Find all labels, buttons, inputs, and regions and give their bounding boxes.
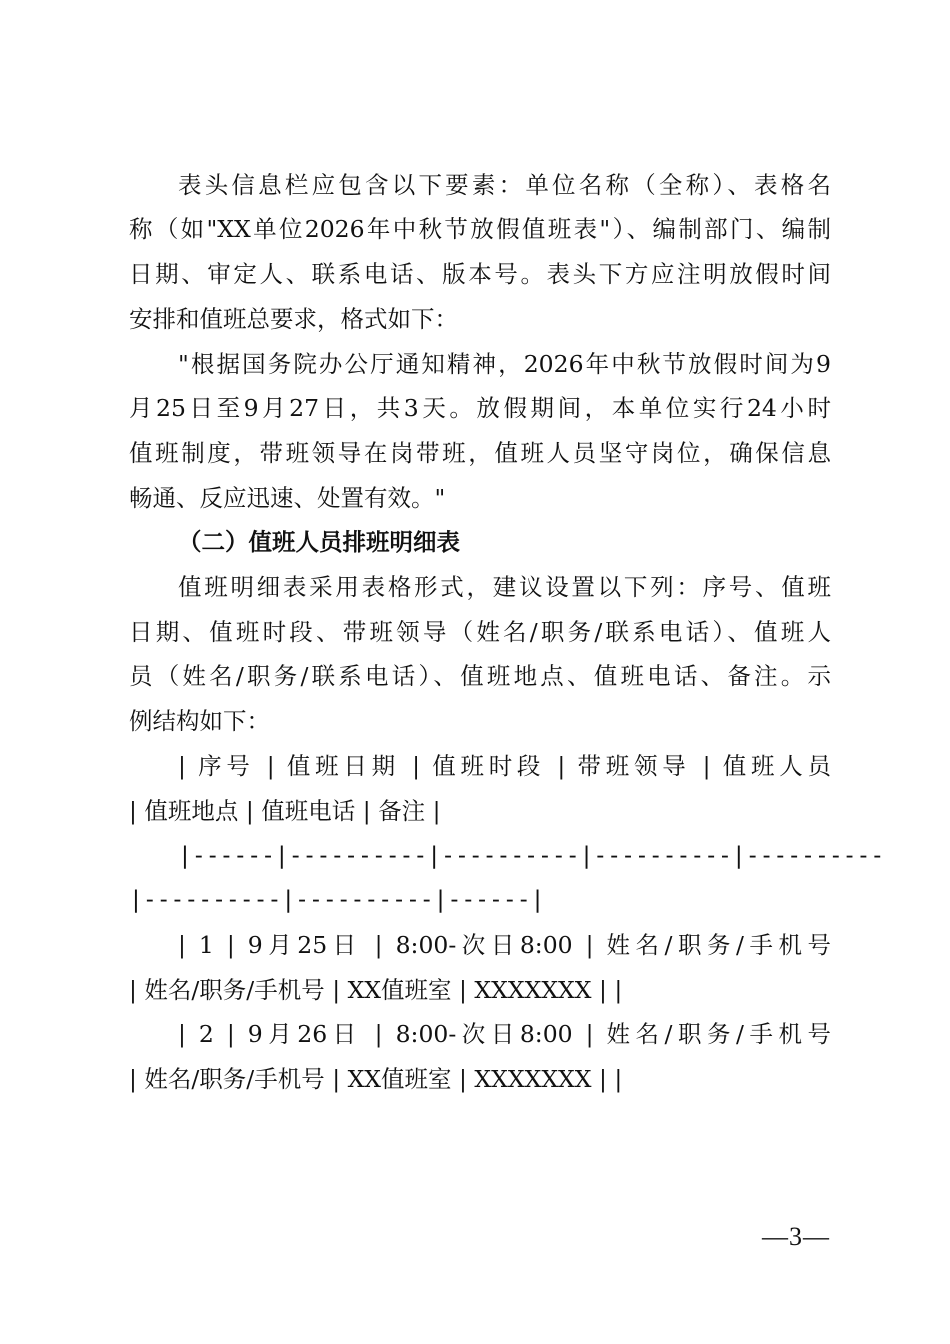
table-row-line: | 2 | 9月26日 | 8:00-次日8:00 | 姓名/职务/手机号 <box>178 1020 831 1048</box>
paragraph-line: 员（姓名/职务/联系电话）、值班地点、值班电话、备注。示 <box>129 662 831 690</box>
quote-line: 畅通、反应迅速、处置有效。" <box>129 484 446 512</box>
paragraph-line: 例结构如下： <box>129 707 270 735</box>
quote-line: "根据国务院办公厅通知精神，2026年中秋节放假时间为9 <box>178 350 831 378</box>
section-heading: （二）值班人员排班明细表 <box>178 528 460 556</box>
table-separator-line: |------|----------|----------|----------|---------- <box>178 843 885 869</box>
paragraph-line: 表头信息栏应包含以下要素：单位名称（全称）、表格名 <box>178 171 831 199</box>
table-header-line: | 值班地点 | 值班电话 | 备注 | <box>129 797 441 825</box>
paragraph-line: 安排和值班总要求，格式如下： <box>129 305 458 333</box>
table-row-line: | 1 | 9月25日 | 8:00-次日8:00 | 姓名/职务/手机号 <box>178 931 831 959</box>
page-number: —3— <box>762 1222 830 1251</box>
paragraph-line: 值班明细表采用表格形式，建议设置以下列：序号、值班 <box>178 573 831 601</box>
paragraph-line: 称（如"XX单位2026年中秋节放假值班表"）、编制部门、编制 <box>129 215 831 243</box>
paragraph-line: 日期、值班时段、带班领导（姓名/职务/联系电话）、值班人 <box>129 618 831 646</box>
table-row-line: | 姓名/职务/手机号 | XX值班室 | XXXXXXX | | <box>129 976 623 1004</box>
paragraph-line: 日期、审定人、联系电话、版本号。表头下方应注明放假时间 <box>129 260 831 288</box>
table-separator-line: |----------|----------|------| <box>129 887 545 913</box>
quote-line: 值班制度，带班领导在岗带班，值班人员坚守岗位，确保信息 <box>129 439 831 467</box>
table-row-line: | 姓名/职务/手机号 | XX值班室 | XXXXXXX | | <box>129 1065 623 1093</box>
table-header-line: | 序号 | 值班日期 | 值班时段 | 带班领导 | 值班人员 <box>178 752 831 780</box>
quote-line: 月25日至9月27日，共3天。放假期间，本单位实行24小时 <box>129 394 831 422</box>
